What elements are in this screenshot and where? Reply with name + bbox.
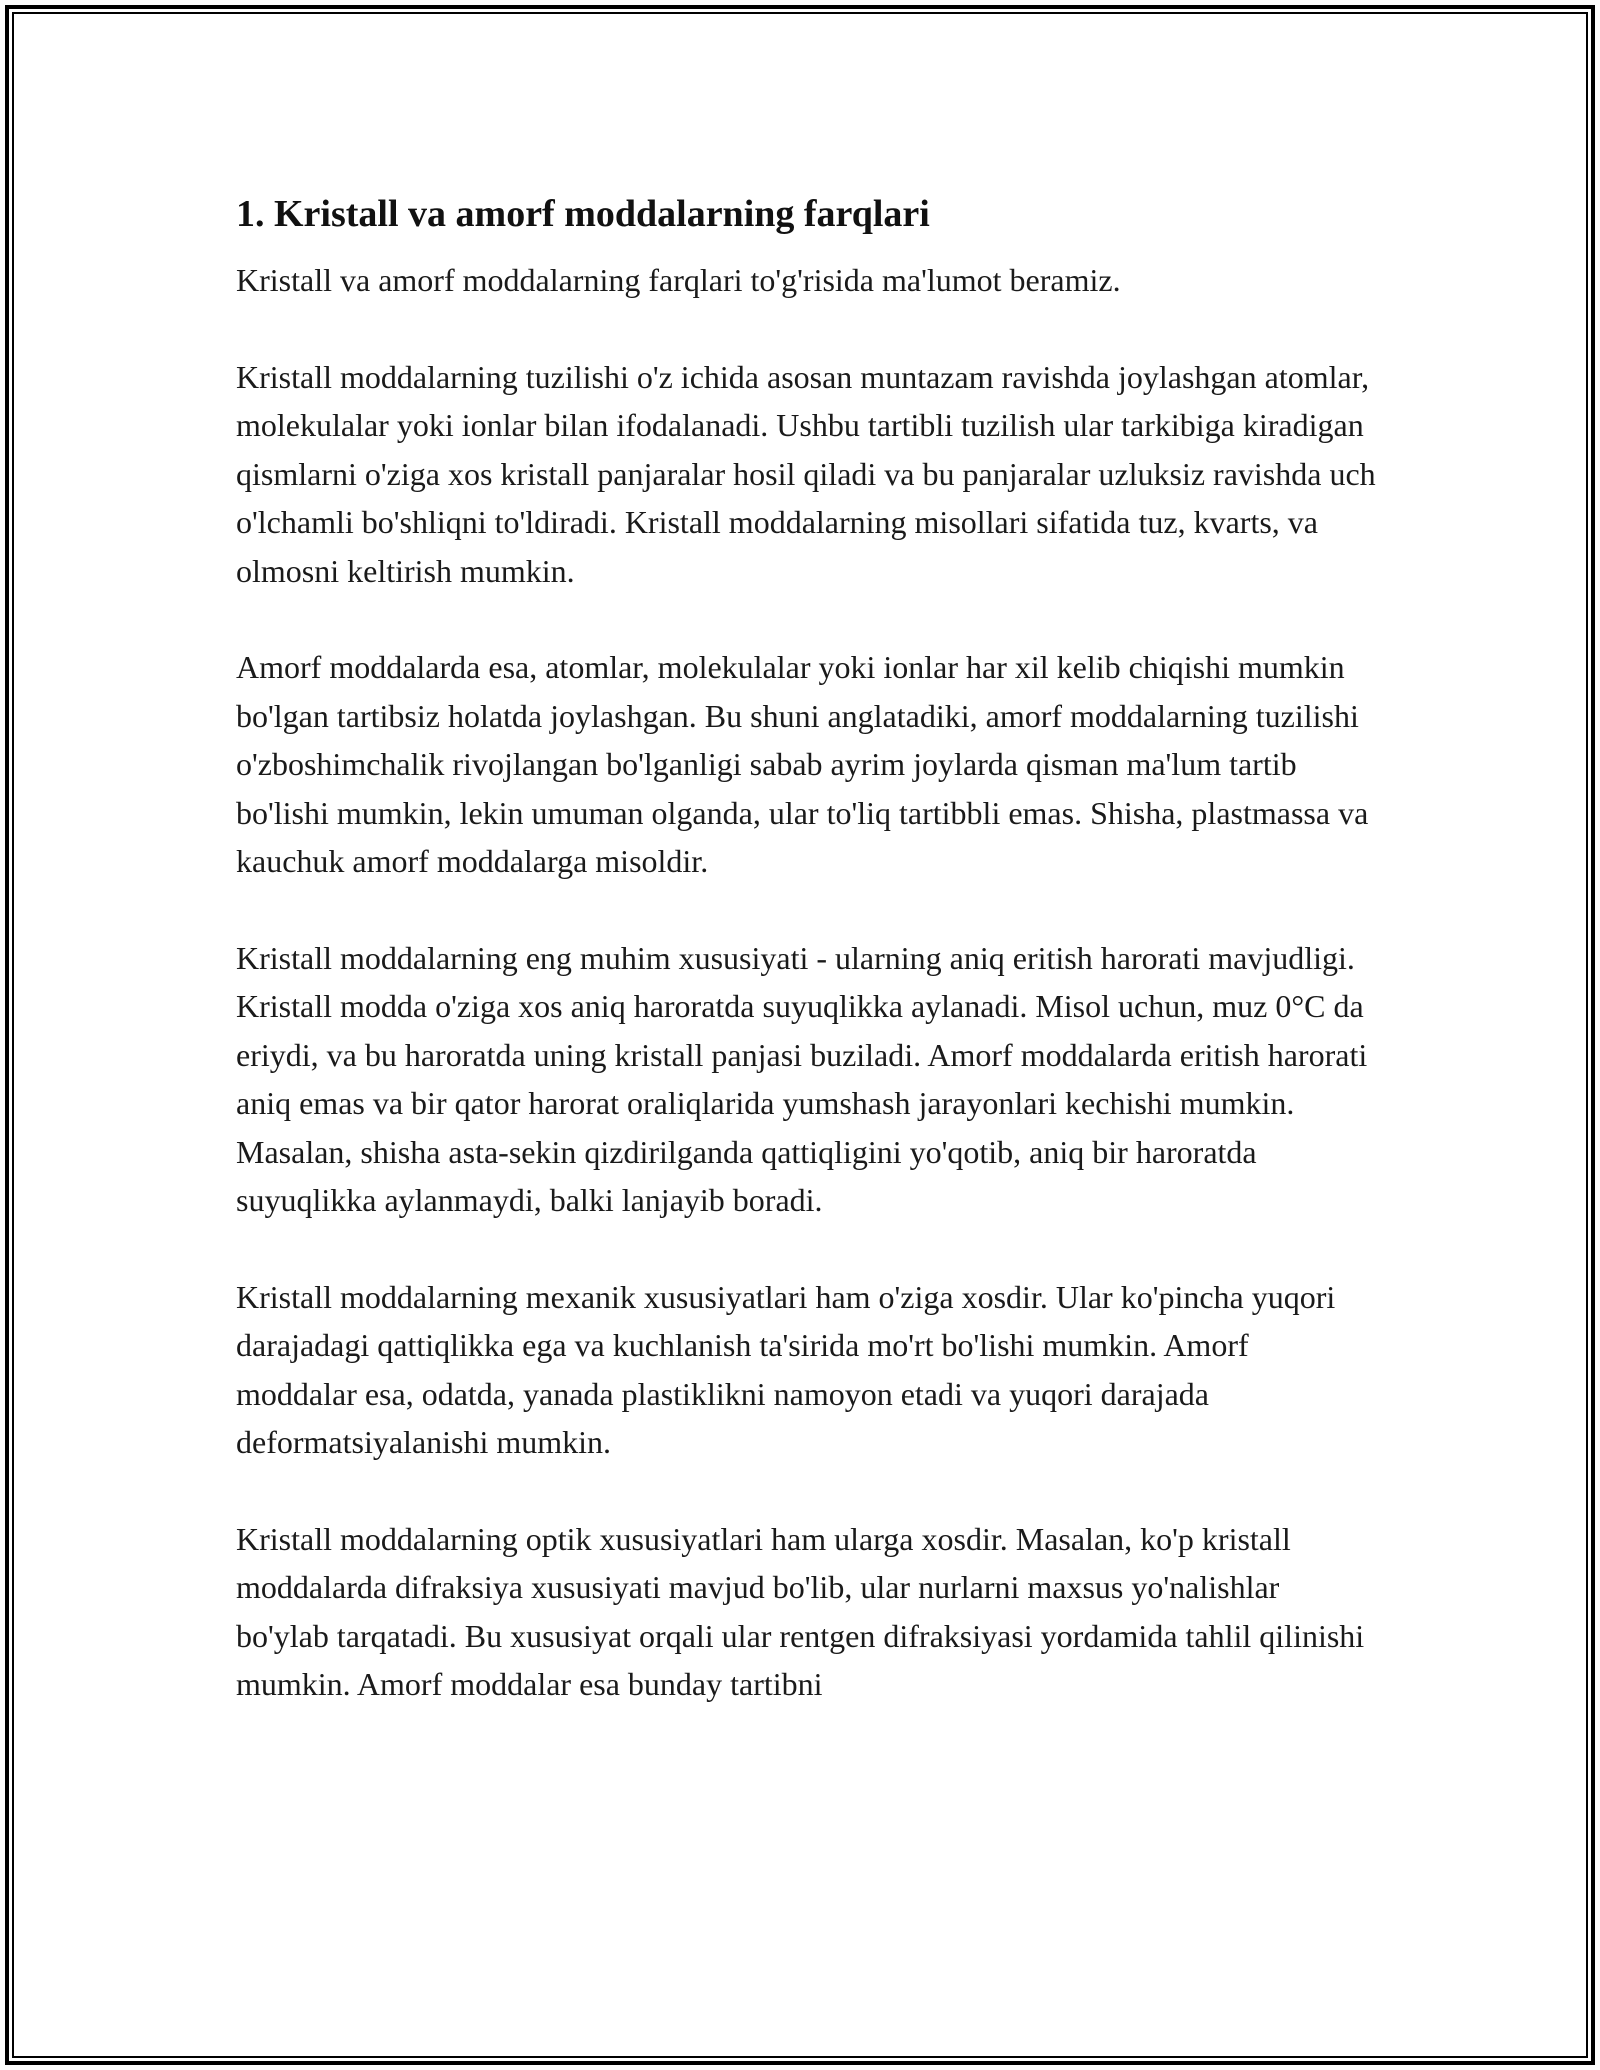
paragraph-crystal-structure: Kristall moddalarning tuzilishi o'z ichida asosan muntazam ravishda joylashgan atomlar, molekulalar yoki ionlar bilan ifodalanadi. Ushbu tartibli tuzilish ular tarkibiga kiradigan qismlarni o'ziga xos kristall panjaralar hosil qiladi va bu panjaralar uzluksiz ravishda uch o'lchamli bo'shliqni to'ldiradi. Kristall moddalarning misollari sifatida tuz, kvarts, va olmosni keltirish mumkin. [236, 358, 1376, 589]
paragraph-amorphous-structure: Amorf moddalarda esa, atomlar, molekulalar yoki ionlar har xil kelib chiqishi mumkin bo'lgan tartibsiz holatda joylashgan. Bu shuni anglatadiki, amorf moddalarning tuzilishi o'zboshimchalik rivojlangan bo'lganligi sabab ayrim joylarda qisman ma'lum tartib bo'lishi mumkin, lekin umuman olganda, ular to'liq tartibbli emas. Shisha, plastmassa va kauchuk amorf moddalarga misoldir. [236, 649, 1369, 879]
paragraph-intro: Kristall va amorf moddalarning farqlari to'g'risida ma'lumot beramiz. [236, 262, 1121, 298]
paragraph-melting-point: Kristall moddalarning eng muhim xususiyati - ularning aniq eritish harorati mavjudligi. Kristall modda o'ziga xos aniq haroratda suyuqlikka aylanadi. Misol uchun, muz 0°C da eriydi, va bu haroratda uning kristall panjasi buziladi. Amorf moddalarda eritish harorati aniq emas va bir qator harorat oraliqlarida yumshash jarayonlari kechishi mumkin. Masalan, shisha asta-sekin qizdirilganda qattiqligini yo'qotib, aniq bir haroratda suyuqlikka aylanmaydi, balki lanjayib boradi. [236, 939, 1368, 1218]
paragraph-mechanical-properties: Kristall moddalarning mexanik xususiyatlari ham o'ziga xosdir. Ular ko'pincha yuqori darajadagi qattiqlikka ega va kuchlanish ta'sirida mo'rt bo'lishi mumkin. Amorf moddalar esa, odatda, yanada plastiklikni namoyon etadi va yuqori darajada deformatsiyalanishi mumkin. [236, 1278, 1336, 1460]
paragraph-optical-properties: Kristall moddalarning optik xususiyatlari ham ularga xosdir. Masalan, ko'p kristall moddalarda difraksiya xususiyati mavjud bo'lib, ular nurlarni maxsus yo'nalishlar bo'ylab tarqatadi. Bu xususiyat orqali ular rentgen difraksiyasi yordamida tahlil qilinishi mumkin. Amorf moddalar esa bunday tartibni [236, 1520, 1365, 1702]
document-title: 1. Kristall va amorf moddalarning farqlari [236, 193, 930, 235]
document-body [236, 186, 1376, 1709]
